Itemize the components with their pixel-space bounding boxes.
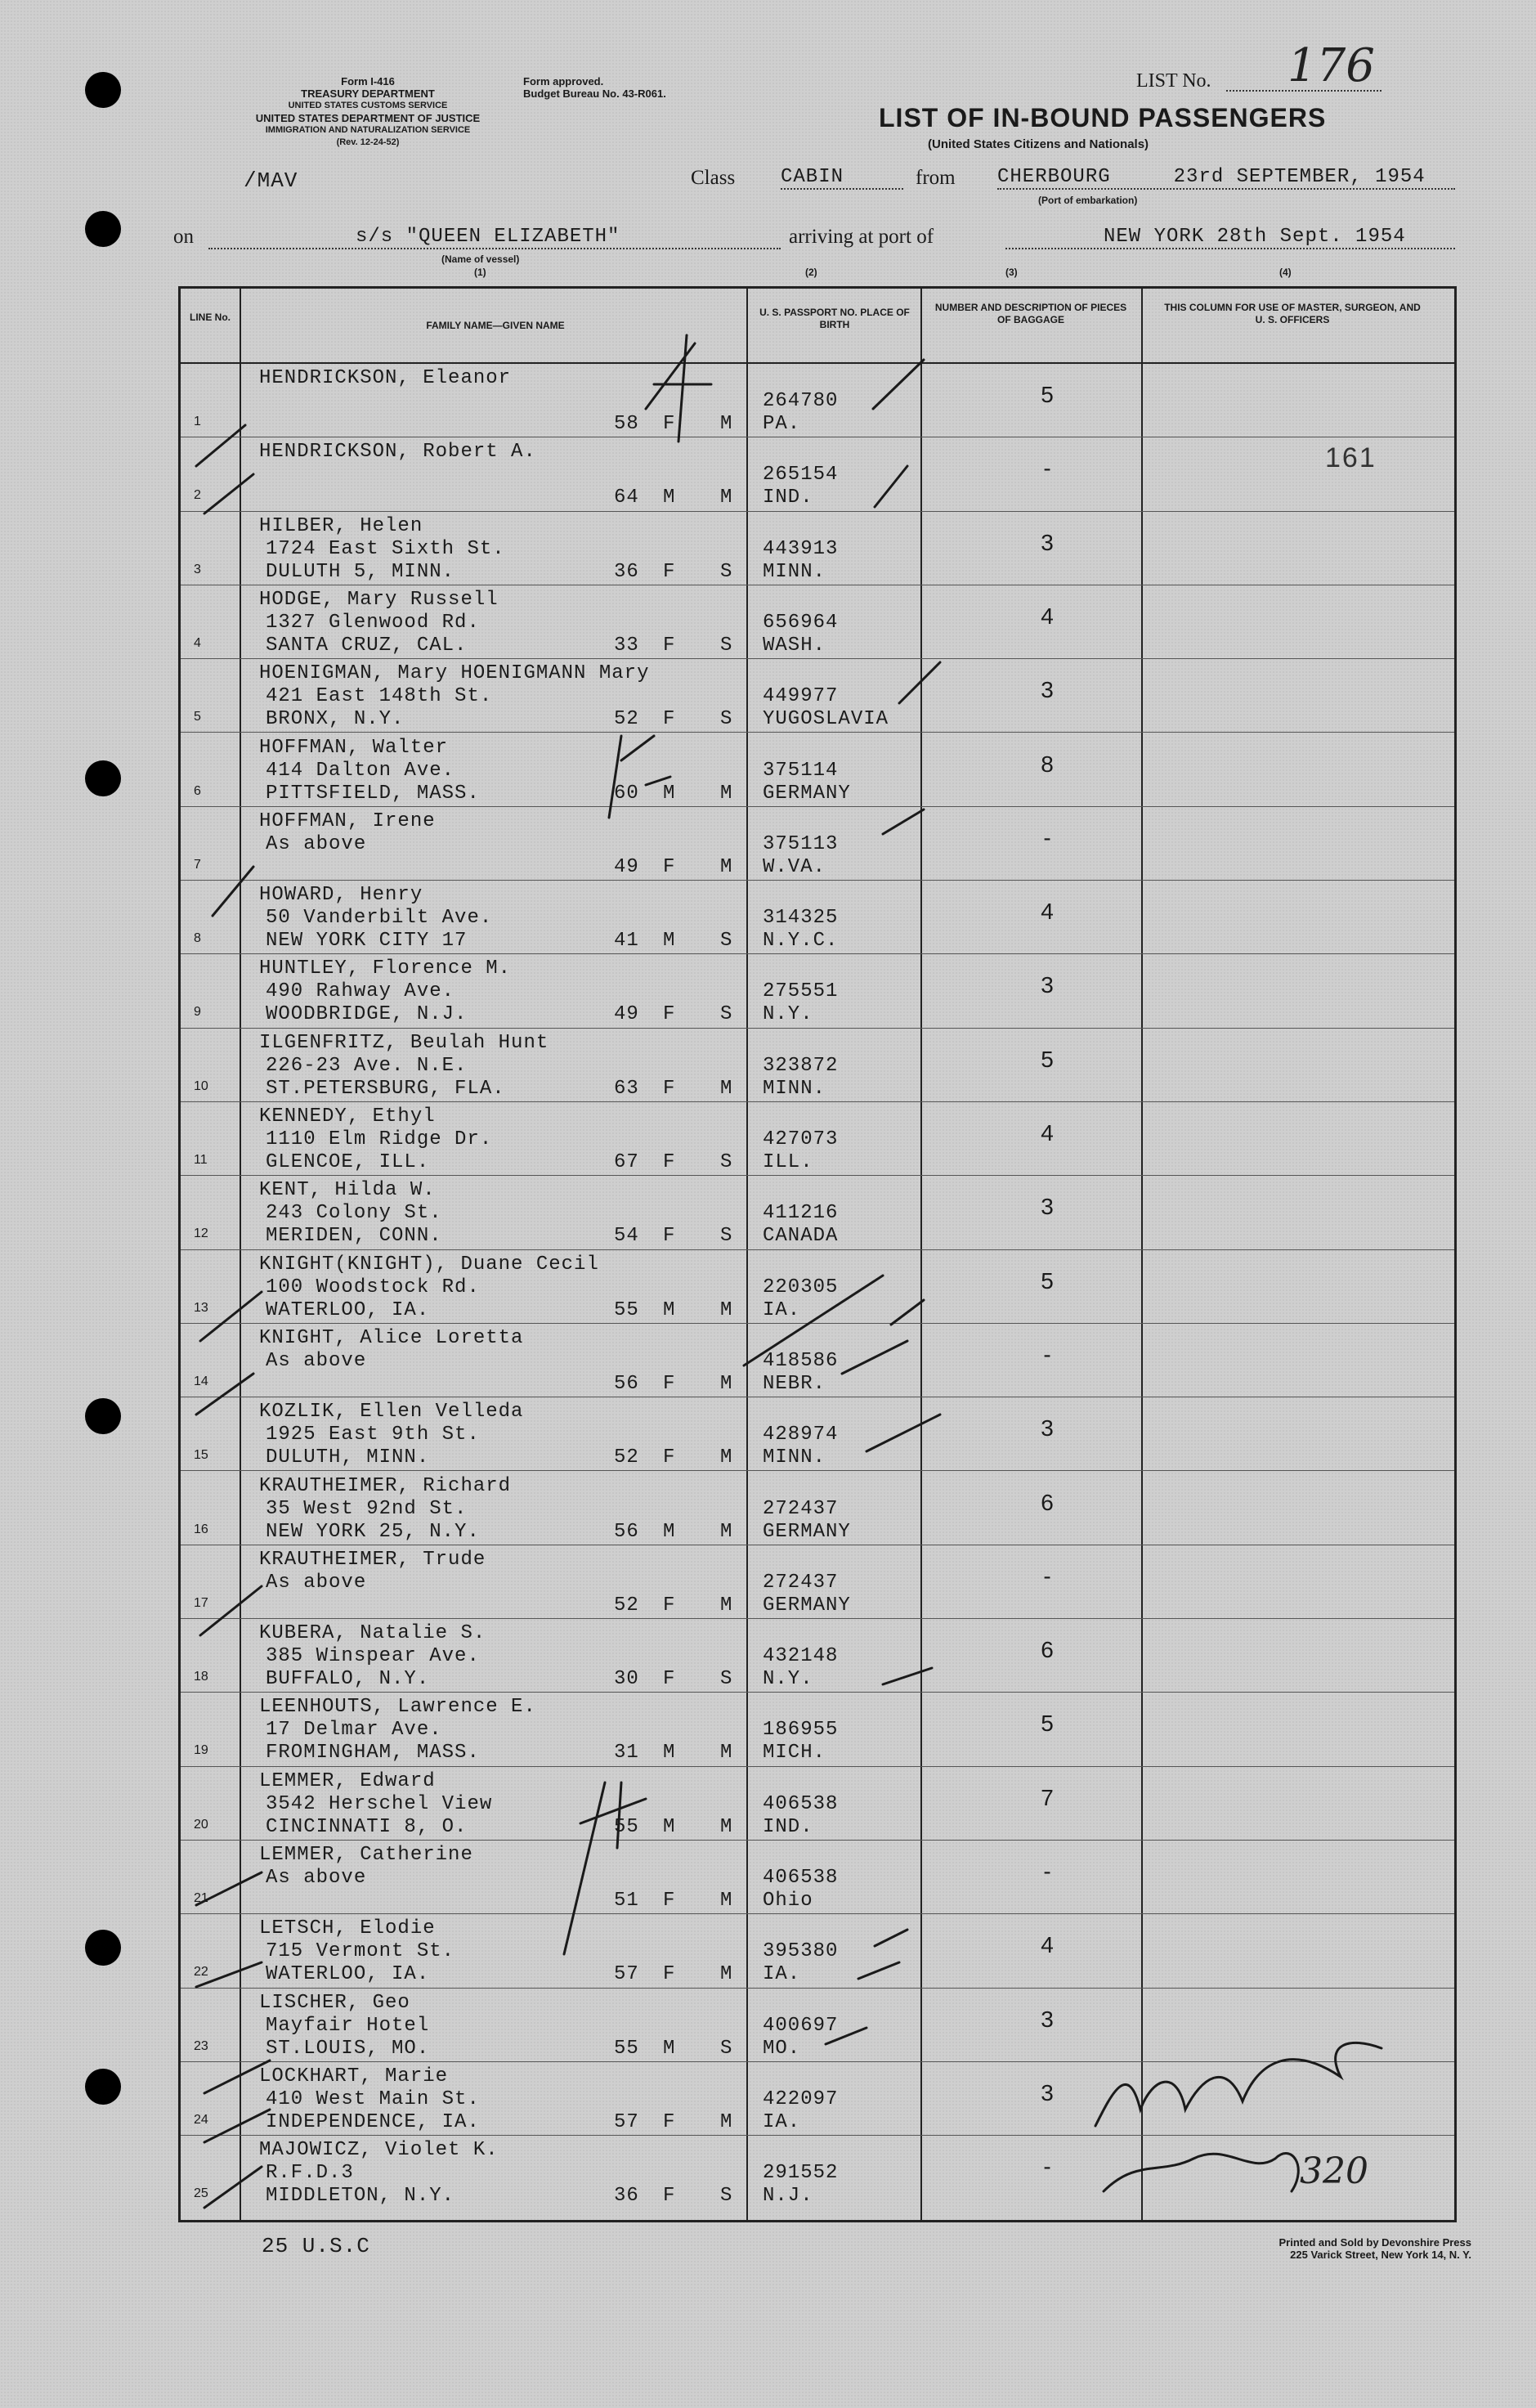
passenger-address-line: 17 Delmar Ave. (266, 1719, 442, 1742)
passenger-address-line: 226-23 Ave. N.E. (266, 1054, 468, 1077)
passenger-sex: M (663, 930, 676, 953)
place-of-birth: PA. (763, 413, 801, 435)
line-number: 3 (194, 562, 201, 576)
baggage-count: - (1043, 1859, 1051, 1884)
line-number: 11 (194, 1153, 208, 1167)
vessel-caption: (Name of vessel) (441, 253, 520, 265)
passport-number: 314325 (763, 907, 839, 930)
line-number: 8 (194, 931, 201, 946)
line-number: 1 (194, 415, 201, 428)
passport-number: 323872 (763, 1054, 839, 1077)
passenger-address-line: WATERLOO, IA. (266, 1298, 430, 1321)
line-number: 17 (194, 1595, 208, 1610)
col-head-baggage: NUMBER AND DESCRIPTION OF PIECES OF BAGGAGE (934, 302, 1127, 325)
line-number: 4 (194, 635, 201, 650)
passenger-name: LEENHOUTS, Lawrence E. (259, 1696, 536, 1719)
baggage-count: - (1043, 2154, 1051, 2180)
baggage-count: 5 (1041, 1267, 1054, 1294)
passport-number: 186955 (763, 1719, 839, 1742)
line-number: 2 (194, 488, 201, 503)
printer-address: 225 Varick Street, New York 14, N. Y. (1290, 2249, 1471, 2261)
baggage-count: 3 (1041, 2079, 1054, 2105)
baggage-count: 7 (1041, 1784, 1054, 1810)
passenger-address-line: NEW YORK 25, N.Y. (266, 1520, 480, 1543)
marital-status: M (720, 1890, 733, 1912)
passenger-address-line: PITTSFIELD, MASS. (266, 782, 480, 805)
passenger-name: HODGE, Mary Russell (259, 588, 499, 611)
passenger-address-line: As above (266, 1867, 367, 1889)
place-of-birth: IA. (763, 2110, 801, 2133)
vessel-name: s/s "QUEEN ELIZABETH" (208, 226, 781, 249)
col-head-name: FAMILY NAME—GIVEN NAME (426, 320, 565, 331)
passenger-name: LEMMER, Catherine (259, 1844, 473, 1866)
marital-status: M (720, 855, 733, 878)
marital-status: M (720, 1594, 733, 1617)
passenger-age: 57 (614, 1963, 639, 1986)
passenger-name: HOFFMAN, Walter (259, 736, 449, 759)
passenger-age: 52 (614, 1446, 639, 1469)
baggage-count: 4 (1041, 603, 1054, 629)
passport-number: 265154 (763, 464, 839, 487)
place-of-birth: CANADA (763, 1225, 839, 1248)
passenger-name: MAJOWICZ, Violet K. (259, 2139, 499, 2162)
passenger-address-line: R.F.D.3 (266, 2162, 354, 2185)
passenger-name: LETSCH, Elodie (259, 1917, 436, 1940)
passport-number: 272437 (763, 1497, 839, 1520)
marital-status: M (720, 1446, 733, 1469)
passport-number: 422097 (763, 2087, 839, 2110)
passport-number: 291552 (763, 2162, 839, 2185)
line-number: 21 (194, 1891, 208, 1905)
passenger-sex: F (663, 1446, 676, 1469)
passport-number: 375114 (763, 759, 839, 782)
line-number: 5 (194, 710, 201, 724)
passenger-sex: F (663, 2185, 676, 2208)
passenger-sex: F (663, 1963, 676, 1986)
class-value: CABIN (781, 166, 903, 190)
embarkation-caption: (Port of embarkation) (1038, 195, 1138, 206)
passenger-name: HENDRICKSON, Robert A. (259, 441, 536, 464)
form-subtitle: (United States Citizens and Nationals) (928, 137, 1149, 151)
column-1-marker: (1) (474, 267, 486, 278)
passport-number: 449977 (763, 685, 839, 708)
passenger-age: 36 (614, 560, 639, 583)
place-of-birth: N.Y. (763, 1668, 813, 1691)
marital-status: S (720, 1151, 733, 1173)
passenger-age: 56 (614, 1372, 639, 1395)
place-of-birth: ILL. (763, 1151, 813, 1173)
marital-status: S (720, 708, 733, 731)
place-of-birth: MICH. (763, 1742, 826, 1765)
on-label: on (173, 226, 194, 248)
marital-status: M (720, 1963, 733, 1986)
passenger-address-line: ST.PETERSBURG, FLA. (266, 1077, 505, 1100)
baggage-count: 3 (1041, 2006, 1054, 2032)
immigration-service: IMMIGRATION AND NATURALIZATION SERVICE (265, 125, 471, 135)
passenger-name: KRAUTHEIMER, Richard (259, 1474, 512, 1497)
passenger-address-line: SANTA CRUZ, CAL. (266, 634, 468, 657)
line-number: 9 (194, 1005, 201, 1020)
line-number: 12 (194, 1226, 208, 1241)
passenger-sex: F (663, 634, 676, 657)
justice-department: UNITED STATES DEPARTMENT OF JUSTICE (255, 112, 481, 124)
place-of-birth: MINN. (763, 1446, 826, 1469)
budget-bureau: Budget Bureau No. 43-R061. (523, 87, 666, 100)
passenger-address-line: As above (266, 832, 367, 855)
line-number: 6 (194, 783, 201, 798)
col-head-line-no: LINE No. (190, 312, 231, 323)
passenger-address-line: BUFFALO, N.Y. (266, 1668, 430, 1691)
passenger-address-line: 50 Vanderbilt Ave. (266, 907, 493, 930)
place-of-birth: GERMANY (763, 782, 851, 805)
passenger-address-line: WATERLOO, IA. (266, 1963, 430, 1986)
passenger-sex: F (663, 1003, 676, 1026)
baggage-count: - (1043, 824, 1051, 850)
passport-number: 428974 (763, 1424, 839, 1446)
place-of-birth: IA. (763, 1298, 801, 1321)
passenger-name: KENT, Hilda W. (259, 1179, 436, 1202)
passenger-name: ILGENFRITZ, Beulah Hunt (259, 1031, 549, 1054)
passenger-age: 31 (614, 1742, 639, 1765)
marital-status: M (720, 413, 733, 435)
embarkation-port: CHERBOURG (997, 166, 1111, 188)
passenger-address-line: FROMINGHAM, MASS. (266, 1742, 480, 1765)
baggage-count: 4 (1041, 1932, 1054, 1958)
arriving-label: arriving at port of (789, 226, 934, 248)
marital-status: M (720, 1520, 733, 1543)
passenger-address-line: INDEPENDENCE, IA. (266, 2110, 480, 2133)
passenger-age: 30 (614, 1668, 639, 1691)
passenger-address-line: NEW YORK CITY 17 (266, 930, 468, 953)
passenger-address-line: DULUTH 5, MINN. (266, 560, 455, 583)
passenger-name: LOCKHART, Marie (259, 2065, 449, 2087)
passport-number: 406538 (763, 1792, 839, 1815)
passenger-age: 56 (614, 1520, 639, 1543)
passenger-sex: M (663, 782, 676, 805)
line-number: 18 (194, 1670, 208, 1684)
list-number-label: LIST No. (1136, 70, 1211, 92)
place-of-birth: IND. (763, 487, 813, 509)
customs-service: UNITED STATES CUSTOMS SERVICE (288, 101, 448, 110)
passport-number: 264780 (763, 390, 839, 412)
passenger-sex: M (663, 487, 676, 509)
passenger-sex: M (663, 1815, 676, 1838)
passenger-age: 52 (614, 708, 639, 731)
passenger-age: 60 (614, 782, 639, 805)
passenger-sex: F (663, 413, 676, 435)
baggage-count: 3 (1041, 1194, 1054, 1220)
passport-number: 443913 (763, 537, 839, 560)
place-of-birth: MINN. (763, 560, 826, 583)
passenger-name: KENNEDY, Ethyl (259, 1105, 436, 1128)
passenger-address-line: 1327 Glenwood Rd. (266, 611, 480, 634)
marital-status: S (720, 1225, 733, 1248)
passport-number: 432148 (763, 1645, 839, 1668)
passenger-address-line: 715 Vermont St. (266, 1940, 455, 1963)
marital-status: M (720, 1372, 733, 1395)
marital-status: S (720, 2185, 733, 2208)
passenger-age: 49 (614, 855, 639, 878)
passenger-name: HILBER, Helen (259, 514, 423, 537)
check-mark (196, 425, 270, 2208)
marital-status: M (720, 1077, 733, 1100)
line-number: 14 (194, 1374, 208, 1388)
col-head-officers: THIS COLUMN FOR USE OF MASTER, SURGEON, AND U. S. OFFICERS (1164, 302, 1421, 325)
passenger-sex: F (663, 1151, 676, 1173)
check-mark (646, 335, 711, 442)
passenger-name: HENDRICKSON, Eleanor (259, 367, 512, 389)
line-number: 25 (194, 2186, 208, 2201)
passenger-sex: F (663, 1077, 676, 1100)
list-number-handwritten: 176 (1287, 39, 1375, 92)
from-label: from (916, 167, 956, 189)
place-of-birth: W.VA. (763, 855, 826, 878)
passport-number: 375113 (763, 832, 839, 855)
baggage-count: 4 (1041, 1120, 1054, 1146)
passenger-address-line: BRONX, N.Y. (266, 708, 405, 731)
line-number: 23 (194, 2038, 208, 2053)
passenger-age: 63 (614, 1077, 639, 1100)
passenger-name: HOENIGMAN, Mary HOENIGMANN Mary (259, 662, 650, 685)
place-of-birth: WASH. (763, 634, 826, 657)
baggage-count: 3 (1041, 1415, 1054, 1442)
passenger-age: 55 (614, 2037, 639, 2060)
baggage-count: 5 (1041, 1046, 1054, 1072)
marital-status: M (720, 1815, 733, 1838)
passenger-name: LEMMER, Edward (259, 1769, 436, 1792)
passenger-address-line: 35 West 92nd St. (266, 1497, 468, 1520)
passenger-sex: M (663, 2037, 676, 2060)
printer-name: Printed and Sold by Devonshire Press (1279, 2236, 1471, 2249)
passenger-sex: F (663, 1225, 676, 1248)
passenger-sex: M (663, 1298, 676, 1321)
passenger-address-line: 1110 Elm Ridge Dr. (266, 1128, 493, 1150)
baggage-count: - (1043, 1563, 1051, 1589)
passenger-address-line: 421 East 148th St. (266, 685, 493, 708)
passenger-name: KUBERA, Natalie S. (259, 1622, 486, 1645)
passenger-name: KOZLIK, Ellen Velleda (259, 1401, 524, 1424)
baggage-count: 8 (1041, 751, 1054, 777)
passenger-address-line: 1925 East 9th St. (266, 1424, 480, 1446)
footer-printer (1161, 2236, 1471, 2261)
passport-number: 418586 (763, 1349, 839, 1372)
passenger-sex: F (663, 708, 676, 731)
passenger-address-line: DULUTH, MINN. (266, 1446, 430, 1469)
line-number: 15 (194, 1448, 208, 1463)
passport-number: 272437 (763, 1571, 839, 1594)
column-2-marker: (2) (805, 267, 817, 278)
baggage-count: 3 (1041, 529, 1054, 555)
line-number: 13 (194, 1300, 208, 1315)
treasury-department: TREASURY DEPARTMENT (301, 87, 435, 100)
marital-status: S (720, 1003, 733, 1026)
passenger-sex: F (663, 1668, 676, 1691)
line-number: 20 (194, 1817, 208, 1832)
place-of-birth: YUGOSLAVIA (763, 708, 889, 731)
line-number: 24 (194, 2112, 208, 2127)
passenger-age: 41 (614, 930, 639, 953)
passenger-sex: F (663, 2110, 676, 2133)
passport-number: 395380 (763, 1940, 839, 1963)
passenger-sex: F (663, 560, 676, 583)
baggage-count: 3 (1041, 972, 1054, 998)
passenger-address-line: As above (266, 1349, 367, 1372)
passenger-address-line: 414 Dalton Ave. (266, 759, 455, 782)
place-of-birth: MO. (763, 2037, 801, 2060)
passenger-address-line: GLENCOE, ILL. (266, 1151, 430, 1173)
passport-number: 411216 (763, 1202, 839, 1225)
signature-note: 320 (1300, 2150, 1368, 2192)
baggage-count: 3 (1041, 677, 1054, 703)
passport-number: 220305 (763, 1276, 839, 1298)
marital-status: M (720, 1742, 733, 1765)
passenger-address-line: As above (266, 1571, 367, 1594)
passenger-address-line: 3542 Herschel View (266, 1792, 493, 1815)
passenger-sex: F (663, 1890, 676, 1912)
line-number: 19 (194, 1743, 208, 1758)
check-mark (564, 1782, 646, 1954)
arriving-value: NEW YORK 28th Sept. 1954 (1005, 226, 1455, 249)
passenger-name: HOFFMAN, Irene (259, 809, 436, 832)
passenger-age: 58 (614, 413, 639, 435)
column-3-marker: (3) (1005, 267, 1018, 278)
passenger-sex: F (663, 1594, 676, 1617)
passenger-age: 33 (614, 634, 639, 657)
passenger-name: LISCHER, Geo (259, 1991, 410, 2014)
passenger-age: 64 (614, 487, 639, 509)
passenger-address-line: ST.LOUIS, MO. (266, 2037, 430, 2060)
marital-status: S (720, 560, 733, 583)
passenger-address-line: CINCINNATI 8, O. (266, 1815, 468, 1838)
place-of-birth: N.Y.C. (763, 930, 839, 953)
baggage-count: 6 (1041, 1489, 1054, 1515)
passenger-address-line: WOODBRIDGE, N.J. (266, 1003, 468, 1026)
check-mark (744, 360, 940, 2044)
passenger-address-line: 385 Winspear Ave. (266, 1645, 480, 1668)
passenger-age: 55 (614, 1298, 639, 1321)
line-number: 22 (194, 1965, 208, 1980)
place-of-birth: Ohio (763, 1890, 813, 1912)
column-4-marker: (4) (1279, 267, 1292, 278)
passenger-name: HUNTLEY, Florence M. (259, 957, 512, 980)
line-number: 16 (194, 1522, 208, 1536)
place-of-birth: IND. (763, 1815, 813, 1838)
passport-number: 427073 (763, 1128, 839, 1150)
passenger-address-line: 243 Colony St. (266, 1202, 442, 1225)
mav-mark: /MAV (244, 168, 298, 193)
passenger-address-line: 410 West Main St. (266, 2087, 480, 2110)
passenger-sex: M (663, 1520, 676, 1543)
passenger-sex: M (663, 1742, 676, 1765)
marital-status: S (720, 930, 733, 953)
passenger-address-line: 490 Rahway Ave. (266, 980, 455, 1003)
passenger-age: 52 (614, 1594, 639, 1617)
baggage-count: - (1043, 1341, 1051, 1367)
place-of-birth: NEBR. (763, 1372, 826, 1395)
passenger-age: 67 (614, 1151, 639, 1173)
passenger-address-line: Mayfair Hotel (266, 2014, 430, 2037)
passenger-age: 49 (614, 1003, 639, 1026)
baggage-count: 4 (1041, 899, 1054, 925)
passenger-address-line: 100 Woodstock Rd. (266, 1276, 480, 1298)
baggage-count: 5 (1041, 382, 1054, 407)
line-number: 10 (194, 1078, 208, 1093)
place-of-birth: N.Y. (763, 1003, 813, 1026)
passport-number: 400697 (763, 2014, 839, 2037)
marital-status: M (720, 1298, 733, 1321)
passport-number: 275551 (763, 980, 839, 1003)
passenger-sex: F (663, 1372, 676, 1395)
passenger-age: 57 (614, 2110, 639, 2133)
place-of-birth: MINN. (763, 1077, 826, 1100)
baggage-count: - (1043, 455, 1051, 482)
passenger-age: 36 (614, 2185, 639, 2208)
passenger-address-line: MERIDEN, CONN. (266, 1225, 442, 1248)
passenger-name: HOWARD, Henry (259, 884, 423, 907)
passenger-sex: F (663, 855, 676, 878)
baggage-count: 5 (1041, 1711, 1054, 1737)
place-of-birth: N.J. (763, 2185, 813, 2208)
embarkation-date: 23rd SEPTEMBER, 1954 (1173, 166, 1426, 188)
marital-status: S (720, 634, 733, 657)
line-number: 7 (194, 857, 201, 872)
passenger-name: KRAUTHEIMER, Trude (259, 1548, 486, 1571)
place-of-birth: GERMANY (763, 1520, 851, 1543)
passenger-name: KNIGHT(KNIGHT), Duane Cecil (259, 1253, 599, 1276)
passport-number: 656964 (763, 611, 839, 634)
col-head-passport: U. S. PASSPORT NO. PLACE OF BIRTH (759, 307, 910, 330)
footer-code: 25 U.S.C (262, 2234, 370, 2258)
marital-status: M (720, 2110, 733, 2133)
marital-status: M (720, 487, 733, 509)
passenger-name: KNIGHT, Alice Loretta (259, 1326, 524, 1349)
form-title: LIST OF IN-BOUND PASSENGERS (879, 103, 1327, 132)
stamp-number: 161 (1325, 442, 1377, 473)
passport-number: 406538 (763, 1867, 839, 1889)
check-mark (609, 736, 670, 818)
marital-status: S (720, 1668, 733, 1691)
passenger-address-line: MIDDLETON, N.Y. (266, 2185, 455, 2208)
form-number: Form I-416 (341, 75, 395, 87)
marital-status: M (720, 782, 733, 805)
form-approved: Form approved. (523, 75, 604, 87)
passenger-age: 51 (614, 1890, 639, 1912)
passenger-age: 55 (614, 1815, 639, 1838)
class-label: Class (691, 167, 736, 189)
place-of-birth: IA. (763, 1963, 801, 1986)
place-of-birth: GERMANY (763, 1594, 851, 1617)
passenger-age: 54 (614, 1225, 639, 1248)
form-revision: (Rev. 12-24-52) (336, 137, 400, 147)
passenger-address-line: 1724 East Sixth St. (266, 537, 505, 560)
baggage-count: 6 (1041, 1637, 1054, 1663)
marital-status: S (720, 2037, 733, 2060)
